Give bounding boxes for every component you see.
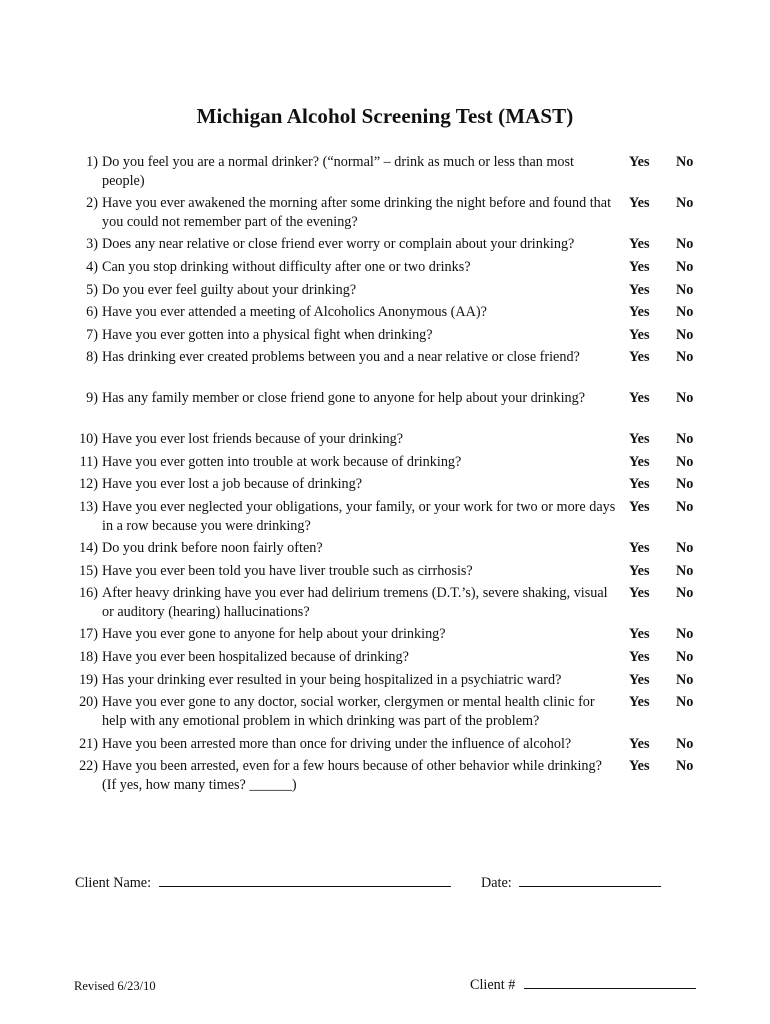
date-field[interactable] [519,874,661,887]
yes-option[interactable]: Yes [629,758,650,774]
question-number: 9) [86,390,98,406]
question-number: 11) [79,454,98,470]
client-number-label: Client # [470,977,516,993]
question-number: 16) [79,585,98,601]
question-text: Do you ever feel guilty about your drinking? [102,282,357,298]
question-text: Have you ever gotten into trouble at work because of drinking? [102,454,462,470]
question-text: Have you ever gone to anyone for help about your drinking? [102,626,446,642]
no-option[interactable]: No [676,626,694,642]
client-name-row [75,874,451,892]
no-option[interactable]: No [676,259,694,275]
question-text: Have you ever awakened the morning after some drinking the night before and found that you could not remember part of the evening? [102,195,612,230]
question-text: Have you ever been told you have liver trouble such as cirrhosis? [102,563,473,579]
no-option[interactable]: No [676,736,694,752]
question-number: 8) [86,349,98,365]
no-option[interactable]: No [676,672,694,688]
question-number: 22) [79,758,98,774]
date-row [481,874,661,892]
question-number: 19) [79,672,98,688]
question-number: 18) [79,649,98,665]
yes-option[interactable]: Yes [629,304,650,320]
yes-option[interactable]: Yes [629,327,650,343]
question-text: Can you stop drinking without difficulty after one or two drinks? [102,259,471,275]
no-option[interactable]: No [676,476,694,492]
question-text: After heavy drinking have you ever had delirium tremens (D.T.’s), severe shaking, visual or auditory (hearing) hallucinations? [102,585,608,620]
client-name-label: Client Name: [75,875,152,891]
question-text: Has your drinking ever resulted in your being hospitalized in a psychiatric ward? [102,672,562,688]
question-number: 5) [86,282,98,298]
question-text: Have you ever been hospitalized because of drinking? [102,649,409,665]
revision-date: Revised 6/23/10 [74,979,156,993]
client-number-field[interactable] [524,976,696,989]
question-text: Have you ever neglected your obligations, your family, or your work for two or more days in a row because you were drinking? [102,499,616,534]
no-option[interactable]: No [676,431,694,447]
yes-option[interactable]: Yes [629,236,650,252]
no-option[interactable]: No [676,454,694,470]
question-number: 17) [79,626,98,642]
question-number: 12) [79,476,98,492]
no-option[interactable]: No [676,563,694,579]
question-number: 6) [86,304,98,320]
question-text: Does any near relative or close friend ever worry or complain about your drinking? [102,236,575,252]
no-option[interactable]: No [676,390,694,406]
question-text: Do you drink before noon fairly often? [102,540,323,556]
yes-option[interactable]: Yes [629,282,650,298]
client-name-field[interactable] [159,874,451,887]
no-option[interactable]: No [676,349,694,365]
no-option[interactable]: No [676,649,694,665]
question-number: 15) [79,563,98,579]
question-number: 14) [79,540,98,556]
no-option[interactable]: No [676,154,694,170]
yes-option[interactable]: Yes [629,585,650,601]
yes-option[interactable]: Yes [629,259,650,275]
no-option[interactable]: No [676,327,694,343]
yes-option[interactable]: Yes [629,454,650,470]
question-text: Have you ever lost friends because of your drinking? [102,431,403,447]
page-title: Michigan Alcohol Screening Test (MAST) [196,104,574,128]
yes-option[interactable]: Yes [629,390,650,406]
question-number: 21) [79,736,98,752]
question-text: Have you ever gone to any doctor, social worker, clergymen or mental health clinic for help with any emotional problem in which drinking was part of the problem? [102,694,595,729]
question-text: Have you ever gotten into a physical fight when drinking? [102,327,433,343]
question-text: Have you ever attended a meeting of Alcoholics Anonymous (AA)? [102,304,487,320]
yes-option[interactable]: Yes [629,694,650,710]
question-number: 3) [86,236,98,252]
question-number: 2) [86,195,98,211]
yes-option[interactable]: Yes [629,736,650,752]
question-text: Have you been arrested more than once for driving under the influence of alcohol? [102,736,572,752]
yes-option[interactable]: Yes [629,540,650,556]
no-option[interactable]: No [676,236,694,252]
question-text: Have you ever lost a job because of drinking? [102,476,363,492]
question-text: Has any family member or close friend gone to anyone for help about your drinking? [102,390,586,406]
question-number: 7) [86,327,98,343]
no-option[interactable]: No [676,540,694,556]
yes-option[interactable]: Yes [629,431,650,447]
question-number: 20) [79,694,98,710]
question-number: 4) [86,259,98,275]
yes-option[interactable]: Yes [629,154,650,170]
yes-option[interactable]: Yes [629,649,650,665]
question-text: Do you feel you are a normal drinker? (“normal” – drink as much or less than most people) [102,154,574,189]
yes-option[interactable]: Yes [629,349,650,365]
yes-option[interactable]: Yes [629,626,650,642]
yes-option[interactable]: Yes [629,499,650,515]
date-label: Date: [481,875,512,891]
no-option[interactable]: No [676,195,694,211]
question-text: Have you been arrested, even for a few hours because of other behavior while drinking? (If yes, how many times? ______) [102,758,602,793]
no-option[interactable]: No [676,282,694,298]
no-option[interactable]: No [676,499,694,515]
yes-option[interactable]: Yes [629,195,650,211]
no-option[interactable]: No [676,585,694,601]
question-text: Has drinking ever created problems between you and a near relative or close friend? [102,349,580,365]
client-number-row [470,976,696,994]
question-number: 10) [79,431,98,447]
yes-option[interactable]: Yes [629,672,650,688]
question-number: 1) [86,154,98,170]
no-option[interactable]: No [676,758,694,774]
no-option[interactable]: No [676,304,694,320]
yes-option[interactable]: Yes [629,476,650,492]
no-option[interactable]: No [676,694,694,710]
yes-option[interactable]: Yes [629,563,650,579]
question-number: 13) [79,499,98,515]
